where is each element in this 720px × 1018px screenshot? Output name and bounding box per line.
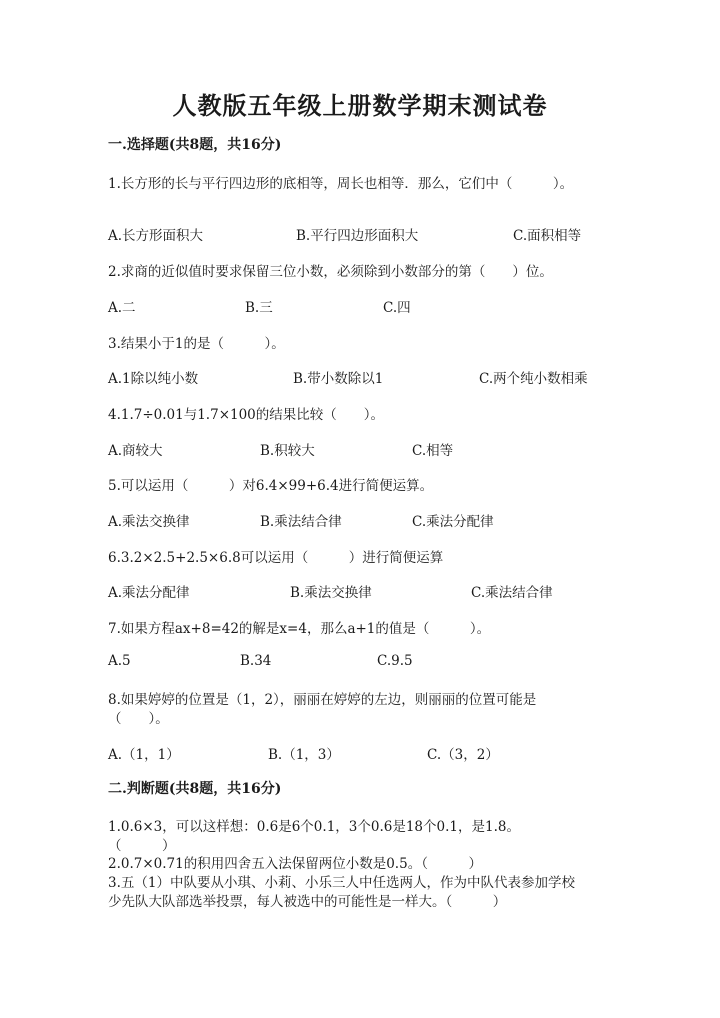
question-7-option-a: A.5 — [108, 653, 131, 669]
question-6-option-a: A.乘法分配律 — [108, 585, 190, 601]
judgment-1-continued: （ ） — [108, 838, 176, 854]
question-2: 2.求商的近似值时要求保留三位小数，必须除到小数部分的第（ ）位。 — [108, 264, 553, 280]
question-3-option-c: C.两个纯小数相乘 — [479, 371, 588, 387]
question-5-option-b: B.乘法结合律 — [260, 514, 342, 530]
judgment-2: 2.0.7×0.71的积用四舍五入法保留两位小数是0.5。（ ） — [108, 856, 482, 872]
question-4-option-c: C.相等 — [412, 443, 454, 459]
question-7: 7.如果方程ax+8=42的解是x=4，那么a+1的值是（ ）。 — [108, 621, 491, 637]
question-1-option-b: B.平行四边形面积大 — [296, 228, 419, 244]
judgment-3-continued: 少先队大队部选举投票，每人被选中的可能性是一样大。（ ） — [108, 894, 507, 910]
question-2-option-b: B.三 — [245, 300, 273, 316]
question-6-option-c: C.乘法结合律 — [471, 585, 553, 601]
question-5: 5.可以运用（ ）对6.4×99+6.4进行简便运算。 — [108, 478, 434, 494]
judgment-1: 1.0.6×3，可以这样想：0.6是6个0.1，3个0.6是18个0.1，是1.8。 — [108, 819, 520, 835]
section-header-judgment: 二.判断题(共8题，共16分) — [108, 781, 282, 797]
judgment-3: 3.五（1）中队要从小琪、小莉、小乐三人中任选两人，作为中队代表参加学校 — [108, 875, 575, 891]
question-3: 3.结果小于1的是（ ）。 — [108, 336, 285, 352]
question-7-option-b: B.34 — [240, 653, 272, 669]
question-4-option-b: B.积较大 — [260, 443, 315, 459]
question-2-option-a: A.二 — [108, 300, 136, 316]
question-5-option-a: A.乘法交换律 — [108, 514, 190, 530]
question-8-option-a: A.（1，1） — [108, 747, 180, 763]
question-6-option-b: B.乘法交换律 — [290, 585, 372, 601]
question-1: 1.长方形的长与平行四边形的底相等，周长也相等．那么，它们中（ ）。 — [108, 176, 574, 192]
question-4: 4.1.7÷0.01与1.7×100的结果比较（ ）。 — [108, 407, 385, 423]
question-8-option-c: C.（3，2） — [427, 747, 499, 763]
question-8: 8.如果婷婷的位置是（1，2），丽丽在婷婷的左边，则丽丽的位置可能是 — [108, 692, 537, 708]
question-4-option-a: A.商较大 — [108, 443, 163, 459]
question-1-option-c: C.面积相等 — [513, 228, 582, 244]
section-header-choice: 一.选择题(共8题，共16分) — [108, 137, 282, 153]
question-5-option-c: C.乘法分配律 — [412, 514, 494, 530]
question-1-option-a: A.长方形面积大 — [108, 228, 204, 244]
question-6: 6.3.2×2.5+2.5×6.8可以运用（ ）进行简便运算 — [108, 550, 444, 566]
question-8-option-b: B.（1，3） — [268, 747, 340, 763]
question-3-option-b: B.带小数除以1 — [293, 371, 384, 387]
question-2-option-c: C.四 — [383, 300, 411, 316]
page-title: 人教版五年级上册数学期末测试卷 — [172, 91, 548, 120]
question-7-option-c: C.9.5 — [377, 653, 413, 669]
question-3-option-a: A.1除以纯小数 — [108, 371, 199, 387]
question-8-continued: （ ）。 — [108, 711, 169, 727]
